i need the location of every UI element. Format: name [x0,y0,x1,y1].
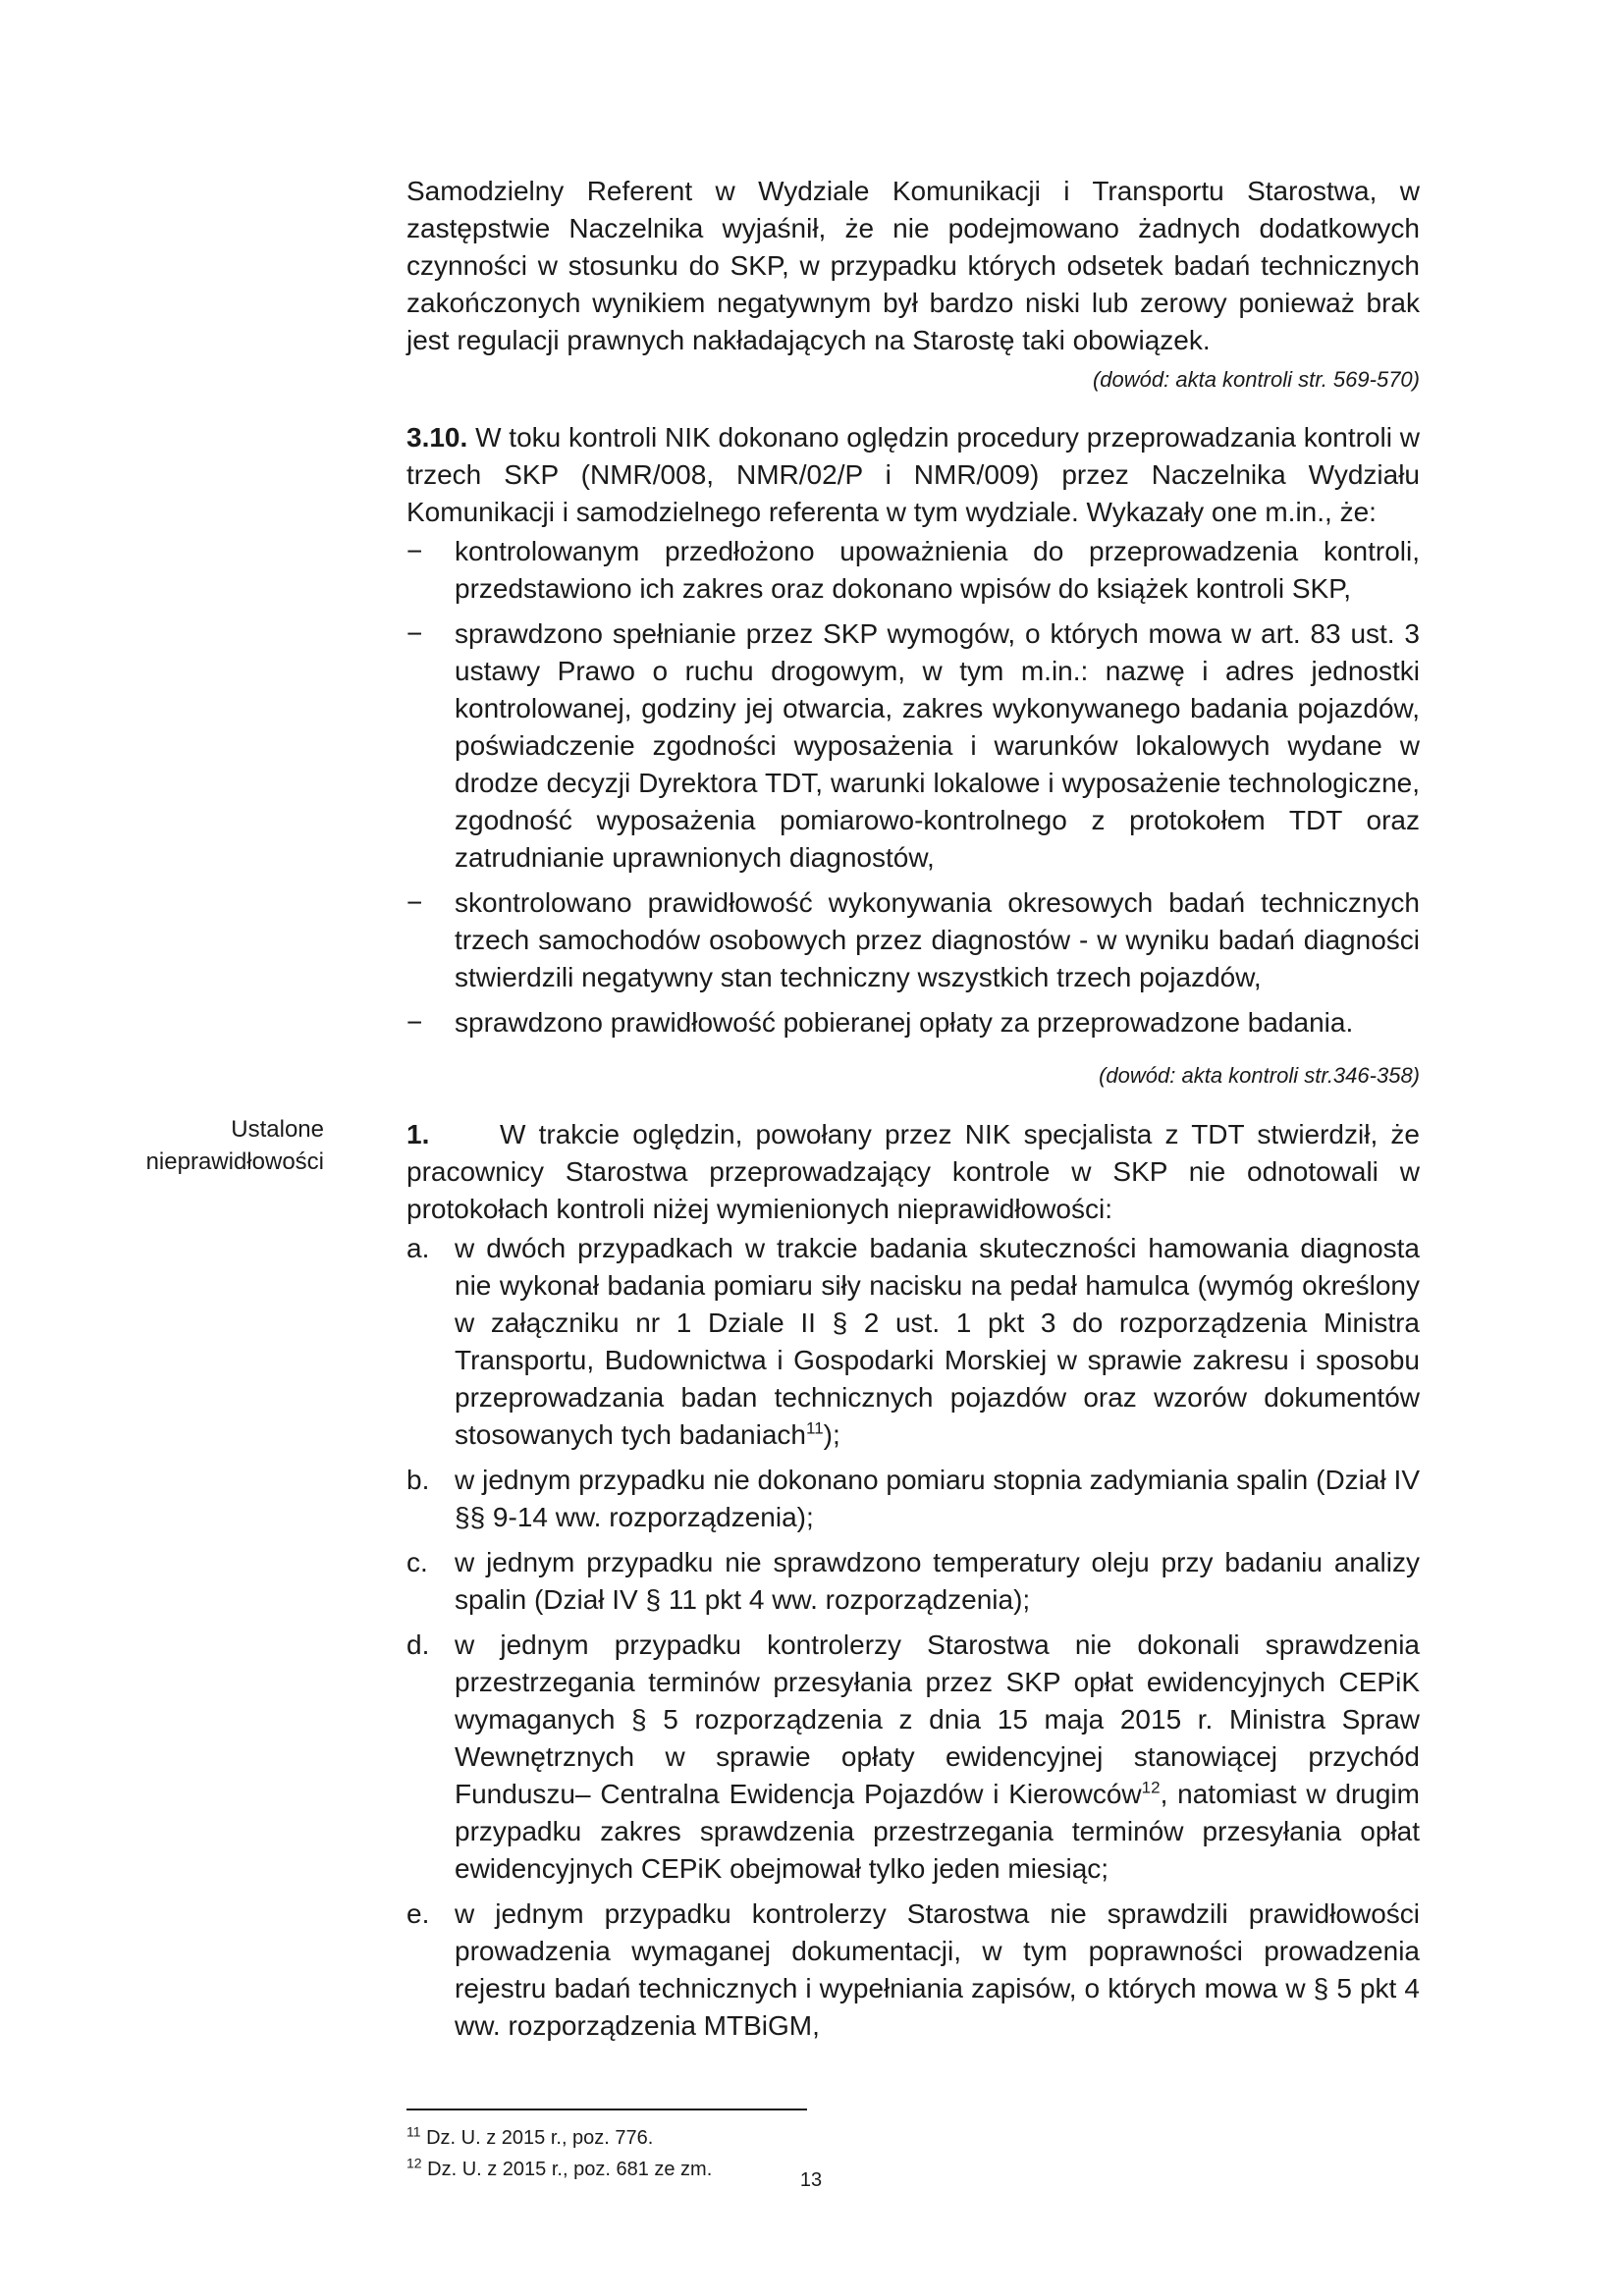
list-item-e [406,1896,1420,2045]
evidence-reference: (dowód: akta kontroli str. 569-570) [1092,367,1420,392]
paragraph-explanation [406,173,1420,359]
letter-marker: e. [406,1898,430,1929]
list-item-b [406,1462,1420,1536]
list-item-text: w jednym przypadku nie sprawdzono temperatury oleju przy badaniu analizy spalin (Dział IV § 11 pkt 4 ww. rozporządzenia); [455,1547,1420,1615]
list-item-c [406,1544,1420,1619]
side-label-line: Ustalone [231,1116,324,1143]
findings-letter-list [406,1230,1420,2045]
list-item-text: sprawdzono spełnianie przez SKP wymogów, o których mowa w art. 83 ust. 3 ustawy Prawo o ruchu drogowym, w tym m.in.: nazwę i adres jednostki kontrolowanej, godziny jej otwarcia, zakres wykonywanego badania pojazdów, poświadczenie zgodności wyposażenia i warunków lokalowych wydane w drodze decyzji Dyrektora TDT, warunki lokalowe i wyposażenie technologiczne, zgodność wyposażenia pomiarowo-kontrolnego z protokołem TDT oraz zatrudnianie uprawnionych diagnostów, [455,618,1420,873]
list-item-text: w jednym przypadku kontrolerzy Starostwa nie sprawdzili prawidłowości prowadzenia wymaganej dokumentacji, w tym poprawności prowadzenia rejestru badań technicznych i wypełniania zapisów, o których mowa w § 5 pkt 4 ww. rozporządzenia MTBiGM, [455,1898,1420,2041]
section-number: 3.10. [406,422,468,453]
section-intro [406,419,1420,531]
list-item-d [406,1627,1420,1888]
side-label [137,1113,324,1178]
footnote-text: Dz. U. z 2015 r., poz. 681 ze zm. [427,2159,713,2180]
dash-marker: − [406,887,423,918]
section-3-10 [406,419,1420,1049]
finding-1 [406,1116,1420,2053]
page-number: 13 [799,2169,823,2191]
evidence-reference: (dowód: akta kontroli str.346-358) [1099,1063,1420,1088]
finding-intro-text: W trakcie oględzin, powołany przez NIK specjalista z TDT stwierdził, że pracownicy Starostwa przeprowadzający kontrole w SKP nie odnotowali w protokołach kontroli niżej wymienionych nieprawidłowości: [406,1119,1420,1224]
footnote-ref: 12 [1141,1778,1161,1797]
list-item-a [406,1230,1420,1454]
footnote-mark: 12 [406,2155,422,2171]
side-label-line: nieprawidłowości [145,1148,324,1175]
letter-marker: b. [406,1465,430,1495]
footnote-text: Dz. U. z 2015 r., poz. 776. [426,2127,654,2149]
footnote-ref: 11 [806,1418,824,1438]
list-item [406,533,1420,608]
finding-number: 1. [406,1119,430,1149]
list-item-text: w jednym przypadku nie dokonano pomiaru stopnia zadymiania spalin (Dział IV §§ 9-14 ww. rozporządzenia); [455,1465,1420,1532]
list-item [406,1004,1420,1041]
letter-marker: c. [406,1547,428,1577]
letter-marker: d. [406,1629,430,1660]
footnote [406,2122,712,2154]
list-item [406,884,1420,996]
footnote-mark: 11 [406,2123,421,2140]
dash-marker: − [406,618,423,649]
list-item-text: skontrolowano prawidłowość wykonywania okresowych badań technicznych trzech samochodów osobowych przez diagnostów - w wyniku badań diagności stwierdzili negatywny stan techniczny wszystkich trzech pojazdów, [455,887,1420,992]
list-item-tail: ); [823,1419,840,1450]
footnote-separator [406,2109,807,2110]
findings-dash-list [406,533,1420,1041]
dash-marker: − [406,1007,423,1038]
list-item [406,615,1420,877]
list-item-tail: , natomiast w drugim przypadku zakres sprawdzenia przestrzegania terminów przesyłania opłat ewidencyjnych CEPiK obejmował tylko jeden miesiąc; [455,1779,1420,1884]
list-item-text: kontrolowanym przedłożono upoważnienia do przeprowadzenia kontroli, przedstawiono ich zakres oraz dokonano wpisów do książek kontroli SKP, [455,536,1420,604]
list-item-text: sprawdzono prawidłowość pobieranej opłaty za przeprowadzone badania. [455,1007,1354,1038]
letter-marker: a. [406,1233,430,1263]
finding-intro [406,1116,1420,1228]
dash-marker: − [406,536,423,566]
list-item-text: w jednym przypadku kontrolerzy Starostwa nie dokonali sprawdzenia przestrzegania terminów przesyłania przez SKP opłat ewidencyjnych CEPiK wymaganych § 5 rozporządzenia z dnia 15 maja 2015 r. Ministra Spraw Wewnętrznych w sprawie opłaty ewidencyjnej stanowiącej przychód Funduszu– Centralna Ewidencja Pojazdów i Kierowców [455,1629,1420,1809]
section-intro-text: W toku kontroli NIK dokonano oględzin procedury przeprowadzania kontroli w trzech SKP (NMR/008, NMR/02/P i NMR/009) przez Naczelnika Wydziału Komunikacji i samodzielnego referenta w tym wydziale. Wykazały one m.in., że: [406,422,1420,527]
paragraph-text: Samodzielny Referent w Wydziale Komunikacji i Transportu Starostwa, w zastępstwie Naczelnika wyjaśnił, że nie podejmowano żadnych dodatkowych czynności w stosunku do SKP, w przypadku których odsetek badań technicznych zakończonych wynikiem negatywnym był bardzo niski lub zerowy ponieważ brak jest regulacji prawnych nakładających na Starostę taki obowiązek. [406,176,1420,355]
list-item-text: w dwóch przypadkach w trakcie badania skuteczności hamowania diagnosta nie wykonał badania pomiaru siły nacisku na pedał hamulca (wymóg określony w załączniku nr 1 Dziale II § 2 ust. 1 pkt 3 do rozporządzenia Ministra Transportu, Budownictwa i Gospodarki Morskiej w sprawie zakresu i sposobu przeprowadzania badan technicznych pojazdów oraz wzorów dokumentów stosowanych tych badaniach [455,1233,1420,1450]
